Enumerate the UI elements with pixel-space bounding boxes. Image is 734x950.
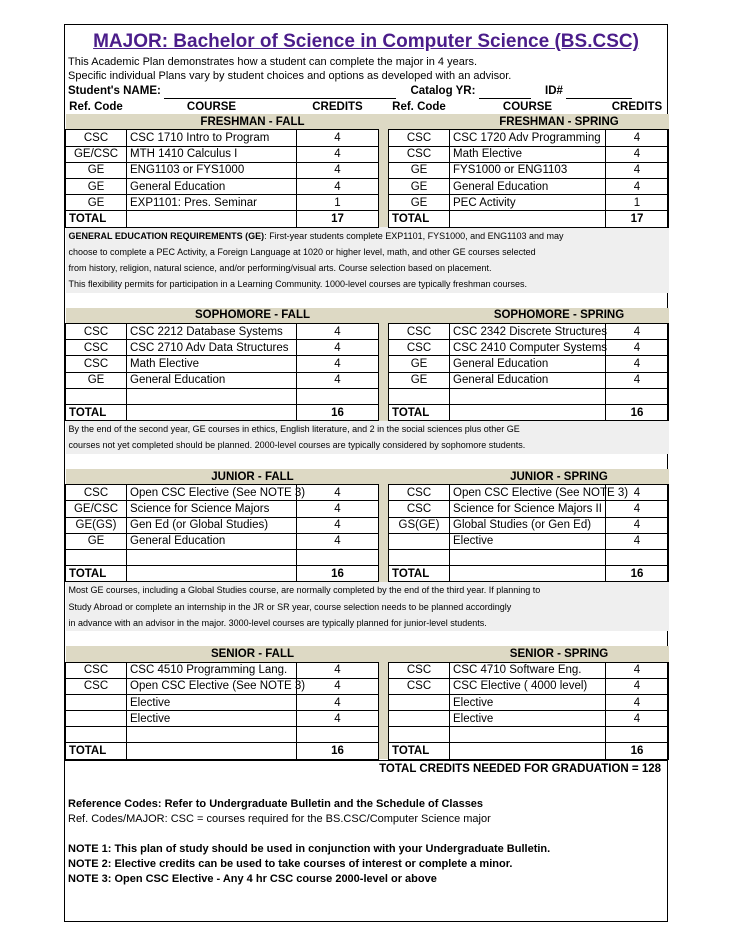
credits-cell: 4: [297, 517, 379, 533]
course-cell: CSC 4710 Software Eng.: [450, 662, 606, 678]
academic-plan-page: [64, 24, 668, 922]
semester-title-fall: SOPHOMORE - FALL: [127, 308, 379, 324]
course-cell: Elective: [450, 711, 606, 727]
intro-line: This Academic Plan demonstrates how a student can complete the major in 4 years.: [68, 56, 478, 68]
reference-codes: [65, 797, 667, 827]
ref-code-cell: [66, 388, 127, 404]
credits-cell: 4: [297, 324, 379, 340]
course-cell: General Education: [127, 372, 297, 388]
semester-header-row: [66, 646, 669, 662]
column-gap: [379, 662, 389, 678]
note-text: choose to complete a PEC Activity, a Foreign Language at 1020 or higher level, math, and other GE courses selected: [68, 246, 536, 257]
ref-code-cell: GE: [66, 195, 127, 211]
column-gap: [379, 501, 389, 517]
ref-code-cell: CSC: [66, 324, 127, 340]
year-note: [66, 421, 669, 454]
course-cell: General Education: [127, 533, 297, 549]
ref-code-cell: CSC: [389, 501, 450, 517]
column-gap: [379, 388, 389, 404]
course-row: [66, 130, 669, 146]
semester-header-row: [66, 469, 669, 485]
course-row: [66, 501, 669, 517]
semester-title-fall: JUNIOR - FALL: [127, 469, 379, 485]
column-gap: [379, 195, 389, 211]
column-gap: [379, 533, 389, 549]
note-lead: GENERAL EDUCATION REQUIREMENTS (GE): [68, 230, 265, 241]
credits-cell: [606, 388, 669, 404]
note-line: [69, 421, 666, 437]
total-credits-fall: 16: [297, 405, 379, 421]
credits-cell: 4: [606, 178, 669, 194]
column-gap: [379, 114, 389, 130]
grand-total: TOTAL CREDITS NEEDED FOR GRADUATION = 128: [65, 760, 667, 777]
semester-header-spacer: [66, 646, 127, 662]
note-line: [69, 244, 666, 260]
ref-code-cell: GE: [66, 178, 127, 194]
column-gap: [379, 678, 389, 694]
column-gap: [379, 178, 389, 194]
credits-header: CREDITS: [611, 100, 663, 113]
semester-title-spring: JUNIOR - SPRING: [450, 469, 669, 485]
credits-cell: 4: [297, 501, 379, 517]
ref-code-cell: [389, 711, 450, 727]
course-cell: Math Elective: [127, 356, 297, 372]
section-spacer: [66, 631, 669, 646]
total-blank: [450, 211, 606, 227]
total-label: TOTAL: [66, 566, 127, 582]
ref-code-cell: GE/CSC: [66, 501, 127, 517]
course-plan-table: [65, 99, 669, 760]
ref-code-cell: GE: [66, 372, 127, 388]
total-credits-fall: 16: [297, 566, 379, 582]
semester-header-spacer: [66, 469, 127, 485]
total-credits-spring: 16: [606, 405, 669, 421]
ref-code-cell: GE: [66, 533, 127, 549]
note-text: from history, religion, natural science, and/or performing/visual arts. Course selection based on placement.: [68, 263, 492, 274]
course-cell: CSC 2410 Computer Systems: [450, 340, 606, 356]
note-line: [69, 599, 666, 615]
column-gap: [379, 162, 389, 178]
credits-cell: 4: [606, 678, 669, 694]
course-cell: Science for Science Majors II: [450, 501, 606, 517]
credits-cell: 4: [606, 517, 669, 533]
ref-code-header: Ref. Code: [392, 100, 446, 113]
course-cell: [450, 388, 606, 404]
course-cell: EXP1101: Pres. Seminar: [127, 195, 297, 211]
section-spacer: [66, 454, 669, 469]
credits-cell: 4: [297, 662, 379, 678]
ref-code-cell: CSC: [389, 324, 450, 340]
year-note-row: [66, 582, 669, 631]
credits-cell: 1: [297, 195, 379, 211]
note-text: : First-year students complete EXP1101, FYS1000, and ENG1103 and may: [264, 230, 564, 241]
credits-cell: 4: [297, 146, 379, 162]
credits-cell: [606, 549, 669, 565]
credits-cell: 4: [606, 662, 669, 678]
course-row: [66, 694, 669, 710]
credits-cell: 4: [297, 340, 379, 356]
course-cell: Elective: [450, 533, 606, 549]
ref-code-cell: GE: [389, 356, 450, 372]
credits-cell: 4: [606, 501, 669, 517]
id-field[interactable]: [566, 86, 632, 99]
ref-code-cell: CSC: [66, 340, 127, 356]
credits-cell: 4: [297, 356, 379, 372]
semester-header-spacer: [389, 469, 450, 485]
ref-code-cell: CSC: [66, 485, 127, 501]
semester-header-row: [66, 308, 669, 324]
ref-code-cell: GE: [389, 195, 450, 211]
note-line: [69, 260, 666, 276]
course-cell: CSC 2710 Adv Data Structures: [127, 340, 297, 356]
course-cell: Open CSC Elective (See NOTE 3): [450, 485, 606, 501]
note-line: [69, 582, 666, 598]
ref-code-cell: [389, 388, 450, 404]
note-text: courses not yet completed should be planned. 2000-level courses are typically considered by sophomore students.: [68, 440, 526, 451]
ref-code-cell: CSC: [389, 146, 450, 162]
year-note-row: [66, 421, 669, 454]
credits-cell: 1: [606, 195, 669, 211]
ref-code-cell: [66, 727, 127, 743]
catalog-year-label: Catalog YR:: [410, 85, 476, 97]
column-gap: [379, 517, 389, 533]
reference-heading: Reference Codes: Refer to Undergraduate Bulletin and the Schedule of Classes: [68, 797, 484, 810]
total-label: TOTAL: [66, 405, 127, 421]
credits-cell: 4: [297, 130, 379, 146]
course-cell: Global Studies (or Gen Ed): [450, 517, 606, 533]
section-spacer: [66, 293, 669, 308]
ref-code-cell: [66, 549, 127, 565]
semester-title-spring: SENIOR - SPRING: [450, 646, 669, 662]
ref-code-cell: [389, 533, 450, 549]
semester-header-spacer: [389, 114, 450, 130]
total-blank: [450, 743, 606, 759]
credits-cell: 4: [606, 711, 669, 727]
course-row: [66, 727, 669, 743]
credits-cell: 4: [606, 324, 669, 340]
course-row: [66, 678, 669, 694]
ref-code-cell: GE(GS): [66, 517, 127, 533]
note-line: [69, 615, 666, 631]
semester-title-fall: FRESHMAN - FALL: [127, 114, 379, 130]
semester-title-spring: SOPHOMORE - SPRING: [450, 308, 669, 324]
ref-code-cell: [389, 549, 450, 565]
catalog-year-field[interactable]: [479, 86, 531, 99]
course-cell: Math Elective: [450, 146, 606, 162]
ref-code-cell: CSC: [66, 356, 127, 372]
column-gap: [379, 711, 389, 727]
semester-header-spacer: [389, 308, 450, 324]
column-gap: [379, 340, 389, 356]
ref-code-cell: [66, 711, 127, 727]
course-cell: Elective: [127, 694, 297, 710]
note-text: Study Abroad or complete an internship in the JR or SR year, course selection needs to be planned accordingly: [68, 601, 512, 612]
total-credits-fall: 16: [297, 743, 379, 759]
credits-header: CREDITS: [312, 100, 363, 113]
course-cell: [450, 727, 606, 743]
column-gap: [379, 308, 389, 324]
total-label: TOTAL: [389, 743, 450, 759]
course-cell: [127, 549, 297, 565]
course-row: [66, 388, 669, 404]
credits-cell: 4: [297, 711, 379, 727]
ref-code-cell: CSC: [66, 662, 127, 678]
ref-code-cell: CSC: [389, 662, 450, 678]
semester-title-fall: SENIOR - FALL: [127, 646, 379, 662]
course-row: [66, 517, 669, 533]
note-line: [69, 228, 666, 244]
column-gap: [379, 549, 389, 565]
student-info-line: [65, 83, 667, 99]
credits-cell: 4: [297, 533, 379, 549]
year-note: [66, 582, 669, 631]
course-cell: CSC 1720 Adv Programming: [450, 130, 606, 146]
year-note-row: [66, 227, 669, 293]
course-row: [66, 356, 669, 372]
note-text: This flexibility permits for participation in a Learning Community. 1000-level courses are typically freshman courses.: [68, 279, 528, 290]
credits-cell: [297, 727, 379, 743]
credits-cell: 4: [606, 485, 669, 501]
total-blank: [450, 405, 606, 421]
note-text: Most GE courses, including a Global Studies course, are normally completed by the end of the third year. If planning to: [68, 585, 541, 596]
ref-code-cell: CSC: [66, 678, 127, 694]
course-cell: Open CSC Elective (See NOTE 3): [127, 485, 297, 501]
ref-code-cell: [66, 694, 127, 710]
course-row: [66, 662, 669, 678]
column-header-row: [66, 99, 669, 114]
total-credits-spring: 16: [606, 743, 669, 759]
course-row: [66, 195, 669, 211]
column-gap: [379, 743, 389, 759]
course-row: [66, 162, 669, 178]
column-gap: [379, 405, 389, 421]
course-cell: MTH 1410 Calculus I: [127, 146, 297, 162]
course-cell: [127, 727, 297, 743]
column-gap: [379, 727, 389, 743]
total-row: [66, 405, 669, 421]
total-label: TOTAL: [66, 211, 127, 227]
course-cell: CSC 4510 Programming Lang.: [127, 662, 297, 678]
total-credits-fall: 17: [297, 211, 379, 227]
course-cell: CSC 1710 Intro to Program: [127, 130, 297, 146]
course-cell: Open CSC Elective (See NOTE 3): [127, 678, 297, 694]
reference-line: Ref. Codes/MAJOR: CSC = courses required for the BS.CSC/Computer Science major: [68, 812, 491, 825]
course-cell: Gen Ed (or Global Studies): [127, 517, 297, 533]
note-text: By the end of the second year, GE courses in ethics, English literature, and 2 in the social sciences plus other GE: [68, 424, 520, 435]
credits-cell: [297, 388, 379, 404]
page-title: MAJOR: Bachelor of Science in Computer Science (BS.CSC): [93, 31, 639, 52]
notes-section: [65, 842, 667, 887]
semester-header-row: [66, 114, 669, 130]
column-gap: [379, 356, 389, 372]
total-label: TOTAL: [389, 211, 450, 227]
credits-cell: 4: [606, 162, 669, 178]
course-cell: CSC 2342 Discrete Structures: [450, 324, 606, 340]
note-1: NOTE 1: This plan of study should be used in conjunction with your Undergraduate Bulletin.: [68, 842, 551, 855]
course-row: [66, 324, 669, 340]
note-line: [69, 276, 666, 292]
column-gap: [379, 469, 389, 485]
total-label: TOTAL: [389, 566, 450, 582]
course-cell: CSC 2212 Database Systems: [127, 324, 297, 340]
course-header: COURSE: [502, 100, 553, 113]
course-row: [66, 146, 669, 162]
course-cell: ENG1103 or FYS1000: [127, 162, 297, 178]
course-row: [66, 485, 669, 501]
course-row: [66, 340, 669, 356]
column-gap: [379, 324, 389, 340]
credits-cell: 4: [606, 340, 669, 356]
course-cell: General Education: [450, 178, 606, 194]
ref-code-cell: GS(GE): [389, 517, 450, 533]
total-label: TOTAL: [66, 743, 127, 759]
column-gap: [379, 372, 389, 388]
course-cell: [450, 549, 606, 565]
course-row: [66, 372, 669, 388]
course-cell: FYS1000 or ENG1103: [450, 162, 606, 178]
total-label: TOTAL: [389, 405, 450, 421]
column-gap: [379, 646, 389, 662]
course-cell: [127, 388, 297, 404]
course-cell: General Education: [450, 372, 606, 388]
spacer-cell: [66, 454, 669, 469]
spacer-cell: [66, 631, 669, 646]
intro-line: Specific individual Plans vary by student choices and options as developed with an advisor.: [68, 70, 512, 82]
note-2: NOTE 2: Elective credits can be used to take courses of interest or complete a minor.: [68, 857, 513, 870]
ref-code-cell: GE: [389, 372, 450, 388]
credits-cell: 4: [606, 356, 669, 372]
credits-cell: 4: [297, 372, 379, 388]
column-gap: [379, 211, 389, 227]
column-gap: [379, 130, 389, 146]
column-gap: [379, 146, 389, 162]
intro-text: [65, 55, 667, 83]
total-credits-spring: 17: [606, 211, 669, 227]
total-blank: [127, 566, 297, 582]
course-row: [66, 533, 669, 549]
course-cell: Science for Science Majors: [127, 501, 297, 517]
note-3: NOTE 3: Open CSC Elective - Any 4 hr CSC course 2000-level or above: [68, 872, 437, 885]
note-line: [69, 437, 666, 453]
ref-code-header: Ref. Code: [69, 100, 123, 113]
total-row: [66, 211, 669, 227]
total-blank: [127, 743, 297, 759]
ref-code-cell: GE: [66, 162, 127, 178]
course-cell: General Education: [127, 178, 297, 194]
ref-code-cell: GE/CSC: [66, 146, 127, 162]
course-row: [66, 549, 669, 565]
credits-cell: 4: [606, 533, 669, 549]
year-note: [66, 227, 669, 293]
credits-cell: 4: [297, 178, 379, 194]
course-row: [66, 711, 669, 727]
ref-code-cell: CSC: [66, 130, 127, 146]
credits-cell: 4: [606, 146, 669, 162]
course-header: COURSE: [186, 100, 237, 113]
total-blank: [450, 566, 606, 582]
total-row: [66, 566, 669, 582]
ref-code-cell: CSC: [389, 340, 450, 356]
column-gap: [379, 694, 389, 710]
credits-cell: [297, 549, 379, 565]
ref-code-cell: CSC: [389, 678, 450, 694]
course-cell: Elective: [127, 711, 297, 727]
total-row: [66, 743, 669, 759]
ref-code-cell: [389, 694, 450, 710]
credits-cell: 4: [606, 694, 669, 710]
course-cell: General Education: [450, 356, 606, 372]
column-gap: [379, 485, 389, 501]
semester-title-spring: FRESHMAN - SPRING: [450, 114, 669, 130]
student-name-field[interactable]: [164, 86, 396, 99]
credits-cell: 4: [297, 694, 379, 710]
ref-code-cell: CSC: [389, 485, 450, 501]
course-row: [66, 178, 669, 194]
semester-header-spacer: [389, 646, 450, 662]
course-cell: PEC Activity: [450, 195, 606, 211]
credits-cell: 4: [297, 162, 379, 178]
id-label: ID#: [545, 85, 563, 97]
ref-code-cell: [389, 727, 450, 743]
semester-header-spacer: [66, 114, 127, 130]
student-name-label: Student's NAME:: [68, 85, 161, 97]
total-blank: [127, 211, 297, 227]
ref-code-cell: CSC: [389, 130, 450, 146]
credits-cell: 4: [297, 485, 379, 501]
credits-cell: 4: [606, 130, 669, 146]
note-text: in advance with an advisor in the major. 3000-level courses are typically planned for junior-level students.: [68, 617, 487, 628]
total-blank: [127, 405, 297, 421]
credits-cell: 4: [606, 372, 669, 388]
ref-code-cell: GE: [389, 162, 450, 178]
credits-cell: [606, 727, 669, 743]
ref-code-cell: GE: [389, 178, 450, 194]
column-gap: [379, 566, 389, 582]
spacer-cell: [66, 293, 669, 308]
course-cell: Elective: [450, 694, 606, 710]
course-cell: CSC Elective ( 4000 level): [450, 678, 606, 694]
credits-cell: 4: [297, 678, 379, 694]
semester-header-spacer: [66, 308, 127, 324]
total-credits-spring: 16: [606, 566, 669, 582]
